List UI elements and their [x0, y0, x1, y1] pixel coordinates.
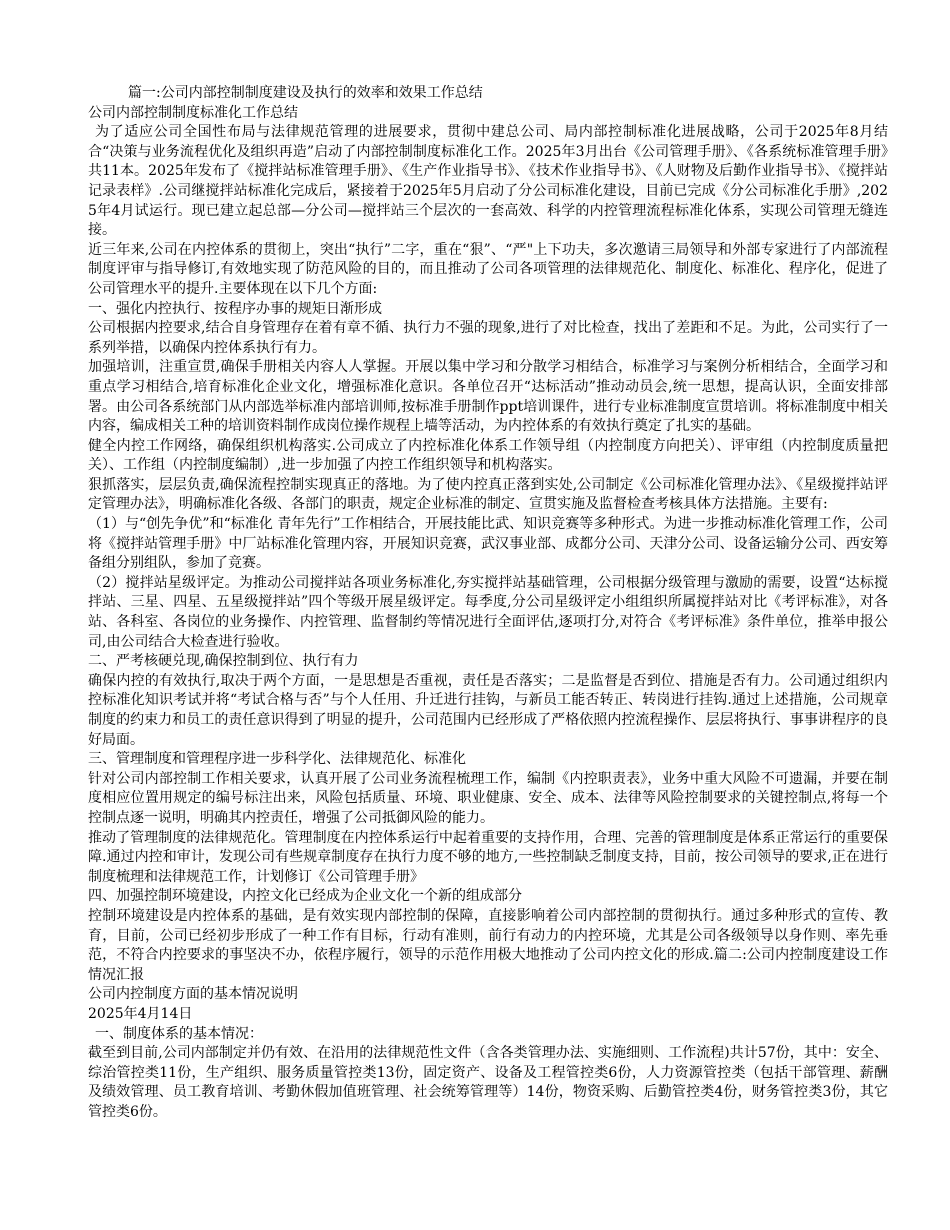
paragraph-implementation: 狠抓落实，层层负责,确保流程控制实现真正的落地。为了使内控真正落到实处,公司制定《公司标准化管理办法》、《星级搅拌站评定管理办法》，明确标准化各级、各部门的职责，规定企业标准的制定、宣贯实施及监督检查考核具体方法措施。主要有:	[88, 476, 888, 513]
paragraph-document-count: 截至到目前,公司内部制定并仍有效、在沿用的法律规范性文件（含各类管理办法、实施细则、工作流程)共计57份，其中：安全、综治管控类11份，生产组织、服务质量管控类13份，固定资产、设备及工程管控类6份，人力资源管控类（包括干部管理、薪酬及绩效管理、员工教育培训、考勤休假加值班管理、社会统筹管理等）14份，物资采购、后勤管控类4份，财务管控类3份，其它管控类6份。	[88, 1045, 888, 1120]
report-subtitle: 公司内控制度方面的基本情况说明	[88, 986, 298, 1003]
section-heading-system: 一、制度体系的基本情况：	[95, 1025, 263, 1042]
paragraph-organization: 健全内控工作网络，确保组织机构落实.公司成立了内控标准化体系工作领导组（内控制度方向把关）、评审组（内控制度质量把关）、工作组（内控制度编制）,进一步加强了内控工作组织领导和机构落实。	[88, 437, 888, 474]
paragraph-overview: 近三年来,公司在内控体系的贯彻上，突出“执行”二字，重在“狠”、“严"上下功夫，多次邀请三局领导和外部专家进行了内部流程制度评审与指导修订,有效地实现了防范风险的目的，而且推动了公司各项管理的法律规范化、制度化、标准化、程序化，促进了公司管理水平的提升.主要体现在以下几个方面:	[88, 241, 888, 297]
paragraph-control-requirements: 公司根据内控要求,结合自身管理存在着有章不循、执行力不强的现象,进行了对比检查，找出了差距和不足。为此，公司实行了一系列举措，以确保内控体系执行有力。	[88, 320, 888, 356]
paragraph-process-review: 针对公司内部控制工作相关要求，认真开展了公司业务流程梳理工作，编制《内控职责表》，业务中重大风险不可遗漏，并要在制度相应位置用规定的编号标注出来，风险包括质量、环境、职业健康、安全、成本、法律等风险控制要求的关键控制点,将每一个控制点逐一说明，明确其内控责任，增强了公司抵御风险的能力。	[88, 770, 888, 826]
paragraph-item-two: （2）搅拌站星级评定。为推动公司搅拌站各项业务标准化,夯实搅拌站基础管理，公司根据分级管理与激励的需要，设置“达标搅拌站、三星、四星、五星级搅拌站”四个等级开展星级评定。每季度,分公司星级评定小组组织所属搅拌站对比《考评标准》，对各站、各科室、各岗位的业务操作、内控管理、监督制约等情况进行全面评估,逐项打分,对符合《考评标准》条件单位，推举申报公司,由公司结合大检查进行验收。	[88, 574, 888, 650]
paragraph-legal-standardization: 推动了管理制度的法律规范化。管理制度在内控体系运行中起着重要的支持作用，合理、完善的管理制度是体系正常运行的重要保障.通过内控和审计，发现公司有些规章制度存在执行力度不够的地方,一些控制缺乏制度支持，目前，按公司领导的要求,正在进行制度梳理和法律规范工作，计划修订《公司管理手册》	[88, 829, 888, 885]
document-page	[88, 84, 888, 1122]
paragraph-training: 加强培训，注重宣贯,确保手册相关内容人人掌握。开展以集中学习和分散学习相结合，标准学习与案例分析相结合，全面学习和重点学习相结合,培育标准化企业文化，增强标准化意识。各单位召开“达标活动”推动动员会,统一思想，提高认识，全面安排部署。由公司各系统部门从内部选举标准内部培训师,按标准手册制作ppt培训课件，进行专业标准制度宣贯培训。将标准制度中相关内容，编成相关工种的培训资料制作成岗位操作规程上墙等活动，为内控体系的有效执行奠定了扎实的基础。	[88, 359, 888, 435]
section-heading-three: 三、管理制度和管理程序进一步科学化、法律规范化、标准化	[88, 751, 466, 768]
report-title: 公司内部控制制度标准化工作总结	[88, 104, 298, 121]
paragraph-item-one: （1）与“创先争优”和“标准化 青年先行”工作相结合，开展技能比武、知识竞赛等多种形式。为进一步推动标准化管理工作，公司将《搅拌站管理手册》中厂站标准化管理内容，开展知识竞赛，武汉事业部、成都分公司、天津分公司、设备运输分公司、西安筹备组分别组队，参加了竞赛。	[88, 516, 888, 572]
report-date: 2025年4月14日	[88, 1005, 193, 1022]
section-heading-one: 一、强化内控执行、按程序办事的规矩日渐形成	[88, 300, 382, 317]
article-one-title: 篇一:公司内部控制制度建设及执行的效率和效果工作总结	[128, 85, 483, 101]
paragraph-control-environment: 控制环境建设是内控体系的基础，是有效实现内部控制的保障，直接影响着公司内部控制的贯彻执行。通过多种形式的宣传、教育，目前，公司已经初步形成了一种工作有目标，行动有准则，前行有动力的内控环境，尤其是公司各级领导以身作则、率先垂范，不符合内控要求的事坚决不办，依程序履行，领导的示范作用极大地推动了公司内控文化的形成.篇二:公司内控制度建设工作情况汇报	[88, 907, 888, 983]
section-heading-two: 二、严考核硬兑现,确保控制到位、执行有力	[88, 653, 359, 670]
paragraph-intro: 为了适应公司全国性布局与法律规范管理的进展要求，贯彻中建总公司、局内部控制标准化进展战略，公司于2025年8月结合“决策与业务流程优化及组织再造”启动了内部控制制度标准化工作。2025年3月出台《公司管理手册》、《各系统标准管理手册》共11本。2025年发布了《搅拌站标准管理手册》、《生产作业指导书》、《技术作业指导书》、《人财物及后勤作业指导书》、《搅拌站记录表样》.公司继搅拌站标准化完成后，紧接着于2025年5月启动了分公司标准化建设，目前已完成《分公司标准化手册》,2025年4月试运行。现已建立起总部—分公司—搅拌站三个层次的一套高效、科学的内控管理流程标准化体系，实现公司管理无缝连接。	[88, 124, 888, 239]
paragraph-assessment: 确保内控的有效执行,取决于两个方面，一是思想是否重视，责任是否落实；二是监督是否到位、措施是否有力。公司通过组织内控标准化知识考试并将“考试合格与否”与个人任用、升迁进行挂钩，与新员工能否转正、转岗进行挂钩.通过上述措施，公司规章制度的约束力和员工的责任意识得到了明显的提升，公司范围内已经形成了严格依照内控流程操作、层层将执行、事事讲程序的良好局面。	[88, 672, 888, 748]
section-heading-four: 四、加强控制环境建设，内控文化已经成为企业文化一个新的组成部分	[88, 888, 522, 905]
